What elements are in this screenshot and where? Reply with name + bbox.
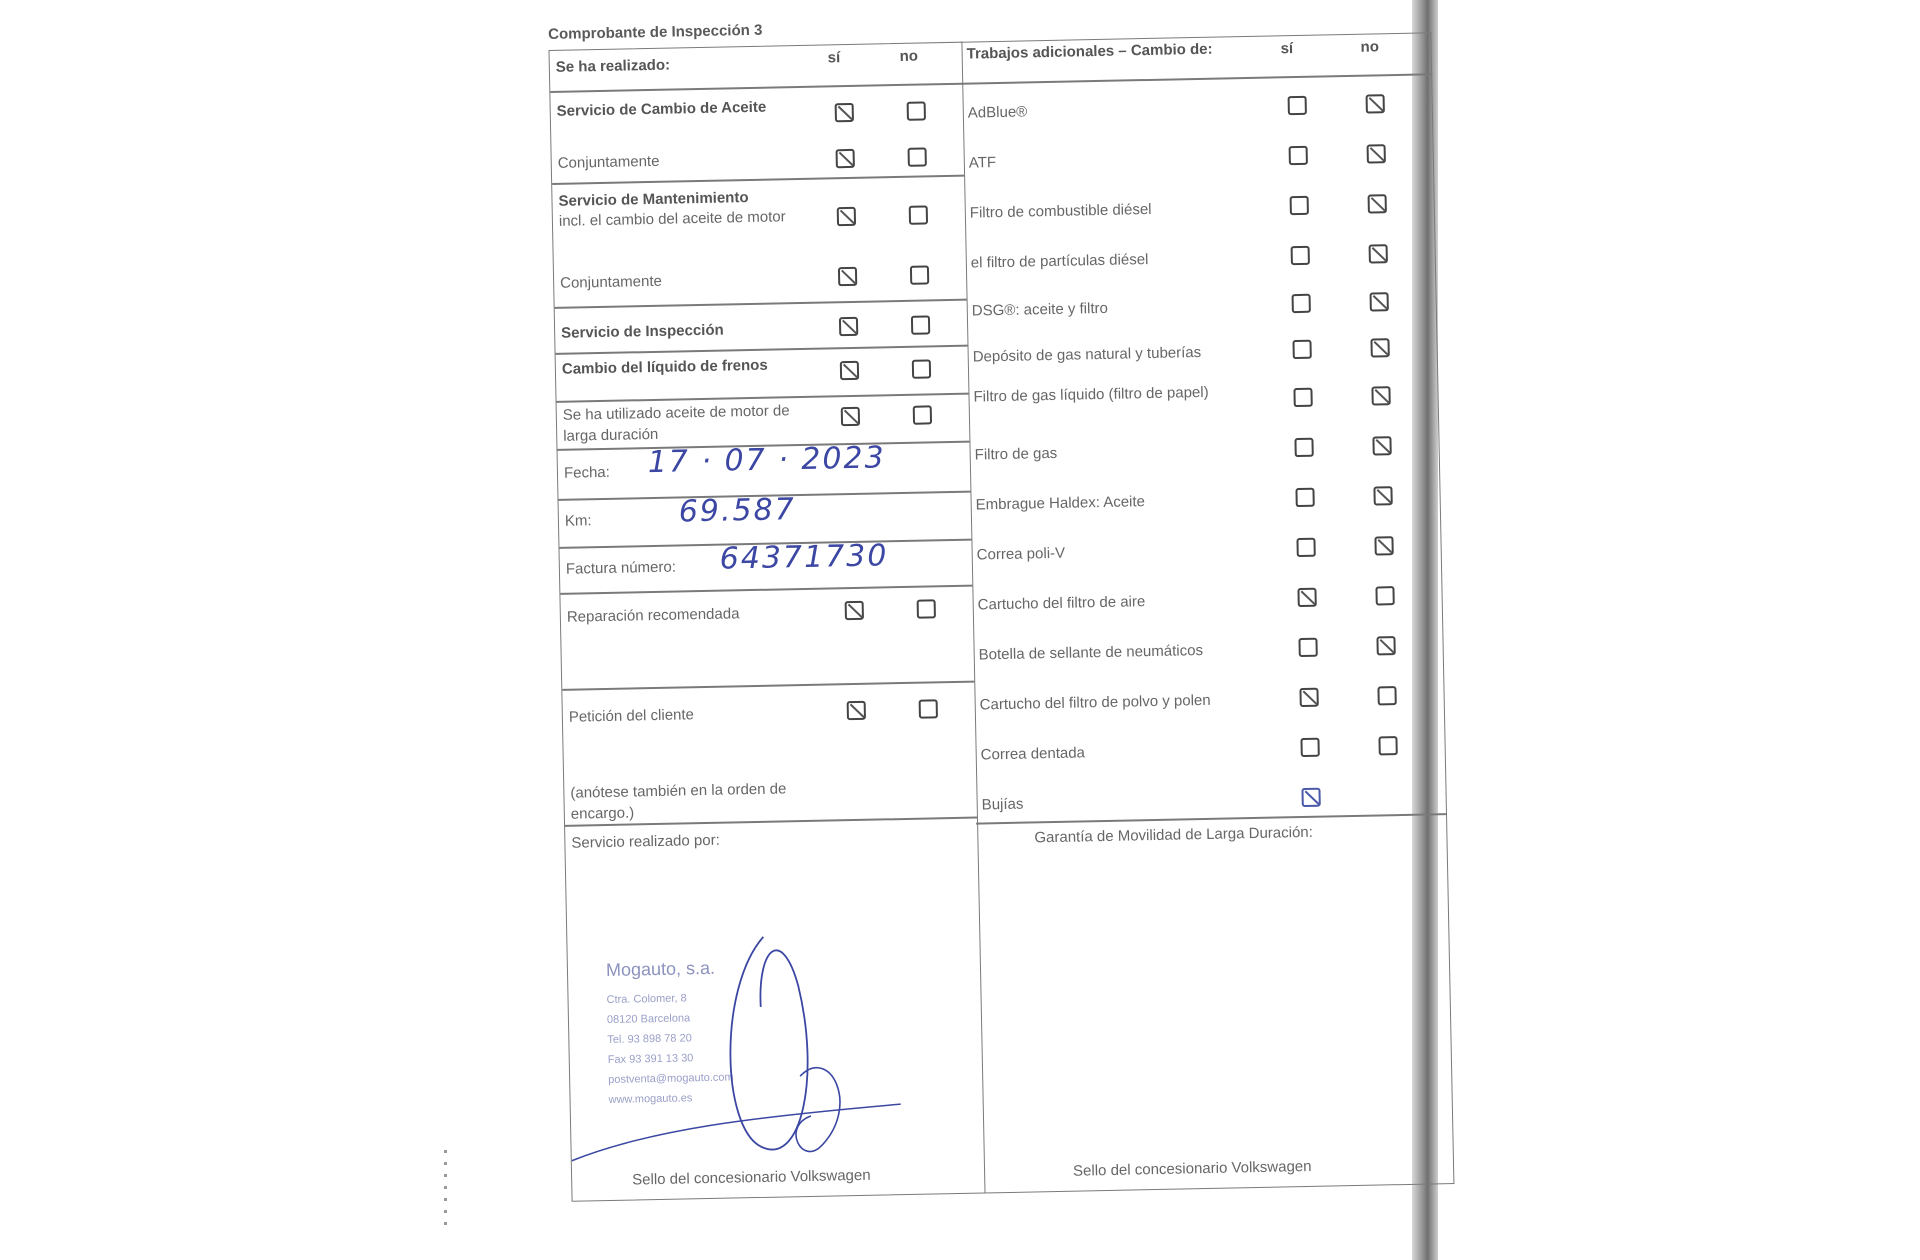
checkbox-no[interactable]: [1368, 194, 1387, 213]
checkbox-si[interactable]: [1297, 588, 1316, 607]
row-label: Depósito de gas natural y tuberías: [972, 343, 1202, 366]
left-column: [548, 42, 985, 1202]
row-label: Correa dentada: [980, 744, 1086, 764]
checkbox-no[interactable]: [910, 265, 929, 284]
row-label: AdBlue®: [967, 103, 1028, 122]
row-label: Bujías: [981, 795, 1024, 814]
checkbox-si[interactable]: [847, 701, 866, 720]
checkbox-no[interactable]: [1371, 386, 1390, 405]
checkbox-si[interactable]: [1288, 96, 1307, 115]
checkbox-no[interactable]: [913, 405, 932, 424]
checkbox-si[interactable]: [1295, 488, 1314, 507]
stamp-line: postventa@mogauto.com: [608, 1071, 734, 1087]
checkbox-no[interactable]: [909, 205, 928, 224]
checkbox-si[interactable]: [840, 361, 859, 380]
stamp-line: Tel. 93 898 78 20: [607, 1032, 692, 1047]
checkbox-si[interactable]: [1292, 340, 1311, 359]
checkbox-no[interactable]: [1378, 736, 1397, 755]
scan-artifact: [444, 1150, 447, 1230]
checkbox-no[interactable]: [1375, 586, 1394, 605]
checkbox-no[interactable]: [917, 599, 936, 618]
row-label: Filtro de combustible diésel: [969, 200, 1152, 222]
stamp-line: www.mogauto.es: [608, 1092, 693, 1106]
checkbox-si[interactable]: [1292, 294, 1311, 313]
row-label: Cambio del líquido de frenos: [561, 356, 768, 378]
checkbox-si[interactable]: [1293, 388, 1312, 407]
sello-left: Sello del concesionario Volkswagen: [632, 1166, 871, 1189]
checkbox-no[interactable]: [908, 147, 927, 166]
checkbox-si[interactable]: [836, 149, 855, 168]
checkbox-no[interactable]: [1374, 536, 1393, 555]
checkbox-no[interactable]: [1372, 436, 1391, 455]
row-label: Cartucho del filtro de aire: [977, 593, 1146, 614]
row-label: Filtro de gas: [974, 444, 1058, 464]
row-label: Servicio de Inspección: [560, 321, 724, 342]
checkbox-no[interactable]: [1370, 292, 1389, 311]
right-column: [960, 32, 1454, 1193]
checkbox-no[interactable]: [1376, 636, 1395, 655]
reparacion-label: Reparación recomendada: [566, 605, 740, 626]
checkbox-si[interactable]: [1291, 246, 1310, 265]
checkbox-no[interactable]: [1373, 486, 1392, 505]
left-header: Se ha realizado:: [555, 56, 671, 76]
checkbox-si[interactable]: [1296, 538, 1315, 557]
checkbox-si[interactable]: [837, 207, 856, 226]
fecha-label: Fecha:: [563, 463, 611, 482]
stamp-line: Ctra. Colomer, 8: [606, 992, 687, 1007]
checkbox-si[interactable]: [1300, 738, 1319, 757]
checkbox-si[interactable]: [839, 317, 858, 336]
checkbox-si[interactable]: [1298, 638, 1317, 657]
row-label: Cartucho del filtro de polvo y polen: [979, 691, 1211, 714]
km-value: 69.587: [678, 492, 797, 530]
checkbox-si[interactable]: [838, 267, 857, 286]
left-si-header: sí: [827, 49, 841, 67]
receipt-title: Comprobante de Inspección 3: [548, 21, 763, 43]
km-label: Km:: [564, 512, 592, 530]
row-sublabel: incl. el cambio del aceite de motor: [558, 208, 786, 230]
row-label: DSG®: aceite y filtro: [971, 299, 1109, 320]
factura-value: 64371730: [719, 538, 889, 577]
right-header: Trabajos adicionales – Cambio de:: [966, 40, 1213, 63]
checkbox-si[interactable]: [835, 103, 854, 122]
row-label: Conjuntamente: [559, 272, 663, 292]
row-label: Embrague Haldex: Aceite: [975, 493, 1146, 514]
checkbox-si[interactable]: [1294, 438, 1313, 457]
left-no-header: no: [899, 47, 919, 65]
checkbox-si[interactable]: [1301, 788, 1320, 807]
checkbox-no[interactable]: [1367, 144, 1386, 163]
peticion-label: Petición del cliente: [568, 706, 695, 726]
row-label: el filtro de partículas diésel: [970, 250, 1149, 272]
right-si-header: sí: [1280, 40, 1294, 58]
checkbox-si[interactable]: [1290, 196, 1309, 215]
row-label: Correa poli-V: [976, 544, 1066, 564]
checkbox-si[interactable]: [1289, 146, 1308, 165]
row-label: Conjuntamente: [557, 152, 660, 172]
checkbox-no[interactable]: [911, 315, 930, 334]
stamp-line: 08120 Barcelona: [606, 1012, 691, 1027]
right-no-header: no: [1360, 38, 1380, 56]
peticion-note: (anótese también en la orden de encargo.): [570, 780, 787, 823]
checkbox-no[interactable]: [912, 359, 931, 378]
checkbox-si[interactable]: [845, 601, 864, 620]
factura-label: Factura número:: [565, 558, 677, 578]
row-label: ATF: [968, 154, 997, 172]
checkbox-si[interactable]: [1299, 688, 1318, 707]
row-label: Filtro de gas líquido (filtro de papel): [973, 383, 1209, 406]
sello-right: Sello del concesionario Volkswagen: [1072, 1157, 1312, 1180]
inspection-receipt: [548, 8, 1466, 1201]
checkbox-no[interactable]: [1369, 244, 1388, 263]
checkbox-no[interactable]: [1366, 94, 1385, 113]
stamp-line: Fax 93 391 13 30: [607, 1052, 694, 1067]
checkbox-si[interactable]: [841, 407, 860, 426]
handwritten-signature: [567, 923, 972, 1191]
row-label: Servicio de Mantenimiento: [558, 189, 749, 210]
checkbox-no[interactable]: [1377, 686, 1396, 705]
row-label: Botella de sellante de neumáticos: [978, 641, 1204, 664]
row-label: Servicio de Cambio de Aceite: [556, 98, 767, 120]
checkbox-no[interactable]: [1370, 338, 1389, 357]
stamp-name: Mogauto, s.a.: [605, 957, 716, 981]
fecha-value: 17 · 07 · 2023: [647, 440, 887, 481]
checkbox-no[interactable]: [907, 101, 926, 120]
row-label: Se ha utilizado aceite de motor de larga duración: [562, 402, 790, 445]
garantia-label: Garantía de Movilidad de Larga Duración:: [1034, 823, 1314, 847]
checkbox-no[interactable]: [919, 699, 938, 718]
servicio-por-label: Servicio realizado por:: [571, 831, 720, 852]
